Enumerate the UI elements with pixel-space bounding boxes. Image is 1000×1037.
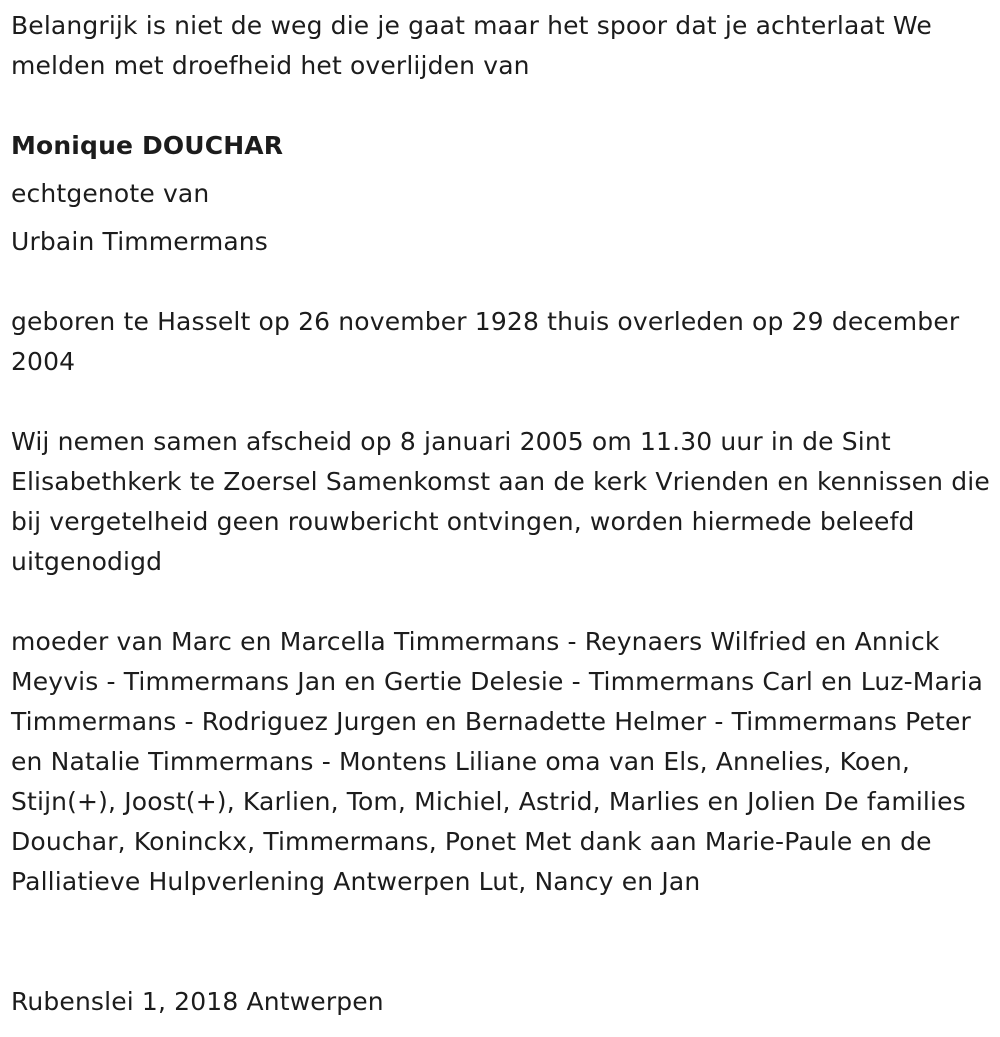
intro-text: Belangrijk is niet de weg die je gaat maar het spoor dat je achterlaat We melden met droefheid het overlijden van	[11, 11, 932, 80]
birth-death-text: geboren te Hasselt op 26 november 1928 thuis overleden op 29 december 2004	[11, 307, 960, 376]
spouse-name: Urbain Timmermans	[11, 227, 268, 256]
deceased-name: Monique DOUCHAR	[11, 131, 284, 160]
address-text: Rubenslei 1, 2018 Antwerpen	[11, 987, 384, 1016]
spouse-label: echtgenote van	[11, 179, 210, 208]
family-text: moeder van Marc en Marcella Timmermans - Reynaers Wilfried en Annick Meyvis - Timmermans Jan en Gertie Delesie - Timmermans Carl en Luz-Maria Timmermans - Rodriguez Jurgen en Bernadette Helmer - Timmermans Peter en Natalie Timmermans - Montens Liliane oma van Els, Annelies, Koen, Stijn(+), Joost(+), Karlien, Tom, Michiel, Astrid, Marlies en Jolien De families Douchar, Koninckx, Timmermans, Ponet Met dank aan Marie-Paule en de Palliatieve Hulpverlening Antwerpen Lut, Nancy en Jan	[11, 627, 983, 896]
farewell-text: Wij nemen samen afscheid op 8 januari 2005 om 11.30 uur in de Sint Elisabethkerk te Zoersel Samenkomst aan de kerk Vrienden en kennissen die bij vergetelheid geen rouwbericht ontvingen, worden hiermede beleefd uitgenodigd	[11, 427, 990, 576]
